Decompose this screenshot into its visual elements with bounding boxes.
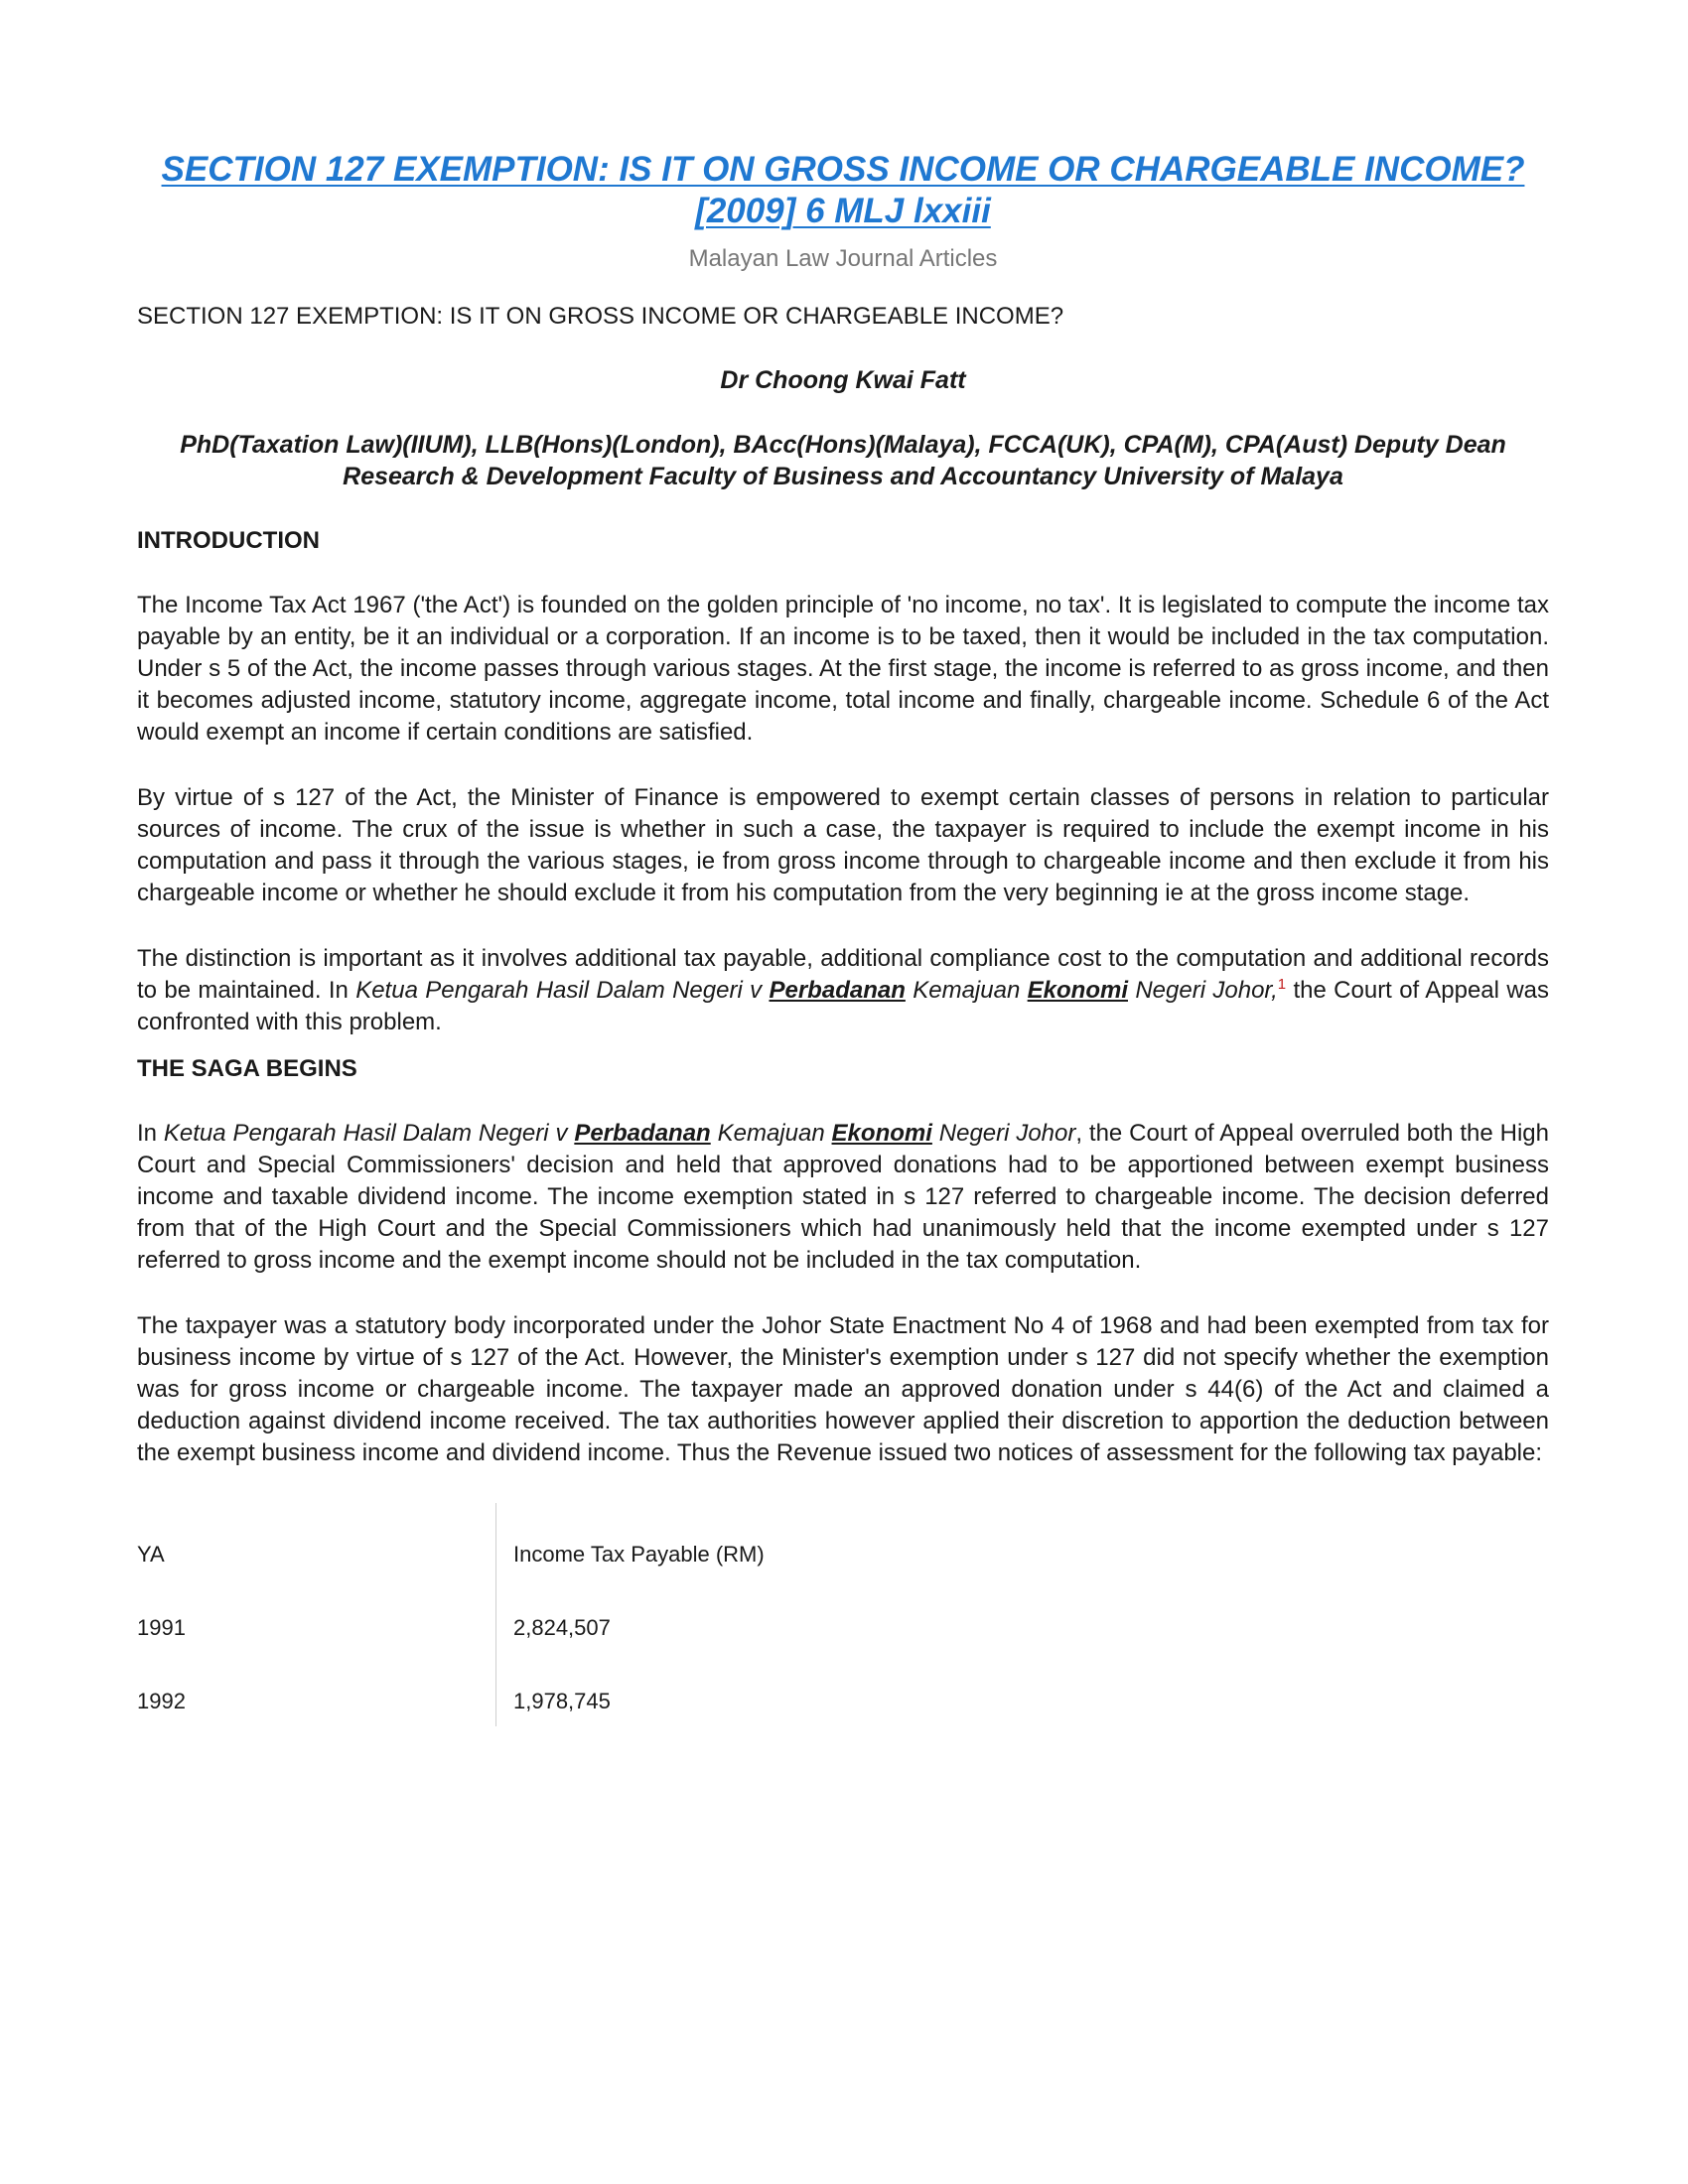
- article-subject: SECTION 127 EXEMPTION: IS IT ON GROSS INCOME OR CHARGEABLE INCOME?: [137, 303, 1064, 330]
- table-header-ya: YA: [137, 1542, 165, 1567]
- case-name-part: Negeri Johor: [931, 1120, 1076, 1147]
- case-name-part: Kemajuan: [710, 1120, 832, 1147]
- author-credentials: PhD(Taxation Law)(IIUM), LLB(Hons)(London), BAcc(Hons)(Malaya), FCCA(UK), CPA(M), CPA(Aust) Deputy Dean Research & Development Faculty of Business and Accountancy University of Malaya: [180, 431, 1506, 490]
- introduction-heading: INTRODUCTION: [137, 527, 320, 554]
- introduction-paragraph-3: [137, 943, 1549, 1038]
- paragraph-text: In: [137, 1120, 164, 1147]
- saga-paragraph-2: The taxpayer was a statutory body incorporated under the Johor State Enactment No 4 of 1968 and had been exempted from tax for business income by virtue of s 127 of the Act. However, the Minister's exemption under s 127 did not specify whether the exemption was for gross income or chargeable income. The taxpayer made an approved donation under s 44(6) of the Act and claimed a deduction against dividend income received. The tax authorities however applied their discretion to apportion the deduction between the exempt business income and dividend income. Thus the Revenue issued two notices of assessment for the following tax payable:: [137, 1312, 1549, 1466]
- case-keyword-link[interactable]: Ekonomi: [831, 1120, 932, 1147]
- article-title-link[interactable]: SECTION 127 EXEMPTION: IS IT ON GROSS INCOME OR CHARGEABLE INCOME? [2009] 6 MLJ lxxiii: [161, 150, 1525, 230]
- saga-paragraph-1: [137, 1118, 1549, 1277]
- author-name: Dr Choong Kwai Fatt: [720, 366, 966, 394]
- document-page: [137, 149, 1549, 1726]
- table-cell-year: 1991: [137, 1615, 186, 1640]
- case-keyword-link[interactable]: Perbadanan: [769, 977, 906, 1004]
- case-keyword-link[interactable]: Ekonomi: [1027, 977, 1128, 1004]
- table-cell-amount: 1,978,745: [513, 1689, 611, 1713]
- table-cell-amount: 2,824,507: [513, 1615, 611, 1640]
- case-name-part: Negeri Johor,: [1127, 977, 1278, 1004]
- case-name-part: Kemajuan: [905, 977, 1028, 1004]
- paragraph-text: the Court of Appeal was confronted with this problem.: [137, 977, 1549, 1035]
- tax-payable-table: [137, 1503, 1549, 1726]
- introduction-paragraph-1: The Income Tax Act 1967 ('the Act') is founded on the golden principle of 'no income, no tax'. It is legislated to compute the income tax payable by an entity, be it an individual or a corporation. If an income is to be taxed, then it would be included in the tax computation. Under s 5 of the Act, the income passes through various stages. At the first stage, the income is referred to as gross income, and then it becomes adjusted income, statutory income, aggregate income, total income and finally, chargeable income. Schedule 6 of the Act would exempt an income if certain conditions are satisfied.: [137, 592, 1549, 746]
- source-label: Malayan Law Journal Articles: [688, 245, 998, 272]
- footnote-reference-link[interactable]: 1: [1277, 976, 1287, 993]
- paragraph-text: The distinction is important as it involves additional tax payable, additional compliance cost to the computation and additional records to be maintained. In: [137, 945, 1549, 1004]
- case-name-part: Ketua Pengarah Hasil Dalam Negeri v: [163, 1120, 575, 1147]
- case-keyword-link[interactable]: Perbadanan: [574, 1120, 711, 1147]
- table-header-tax-payable: Income Tax Payable (RM): [513, 1542, 765, 1567]
- saga-heading: THE SAGA BEGINS: [137, 1055, 357, 1082]
- table-column-divider: [495, 1503, 496, 1726]
- paragraph-text: , the Court of Appeal overruled both the High Court and Special Commissioners' decision and held that approved donations had to be apportioned between exempt business income and taxable dividend income. The income exemption stated in s 127 referred to chargeable income. The decision deferred from that of the High Court and the Special Commissioners which had unanimously held that the income exempted under s 127 referred to gross income and the exempt income should not be included in the tax computation.: [137, 1120, 1549, 1274]
- table-cell-year: 1992: [137, 1689, 186, 1713]
- introduction-paragraph-2: By virtue of s 127 of the Act, the Minister of Finance is empowered to exempt certain classes of persons in relation to particular sources of income. The crux of the issue is whether in such a case, the taxpayer is required to include the exempt income in his computation and pass it through the various stages, ie from gross income through to chargeable income and then exclude it from his chargeable income or whether he should exclude it from his computation from the very beginning ie at the gross income stage.: [137, 784, 1549, 906]
- case-name-part: Ketua Pengarah Hasil Dalam Negeri v: [355, 977, 770, 1004]
